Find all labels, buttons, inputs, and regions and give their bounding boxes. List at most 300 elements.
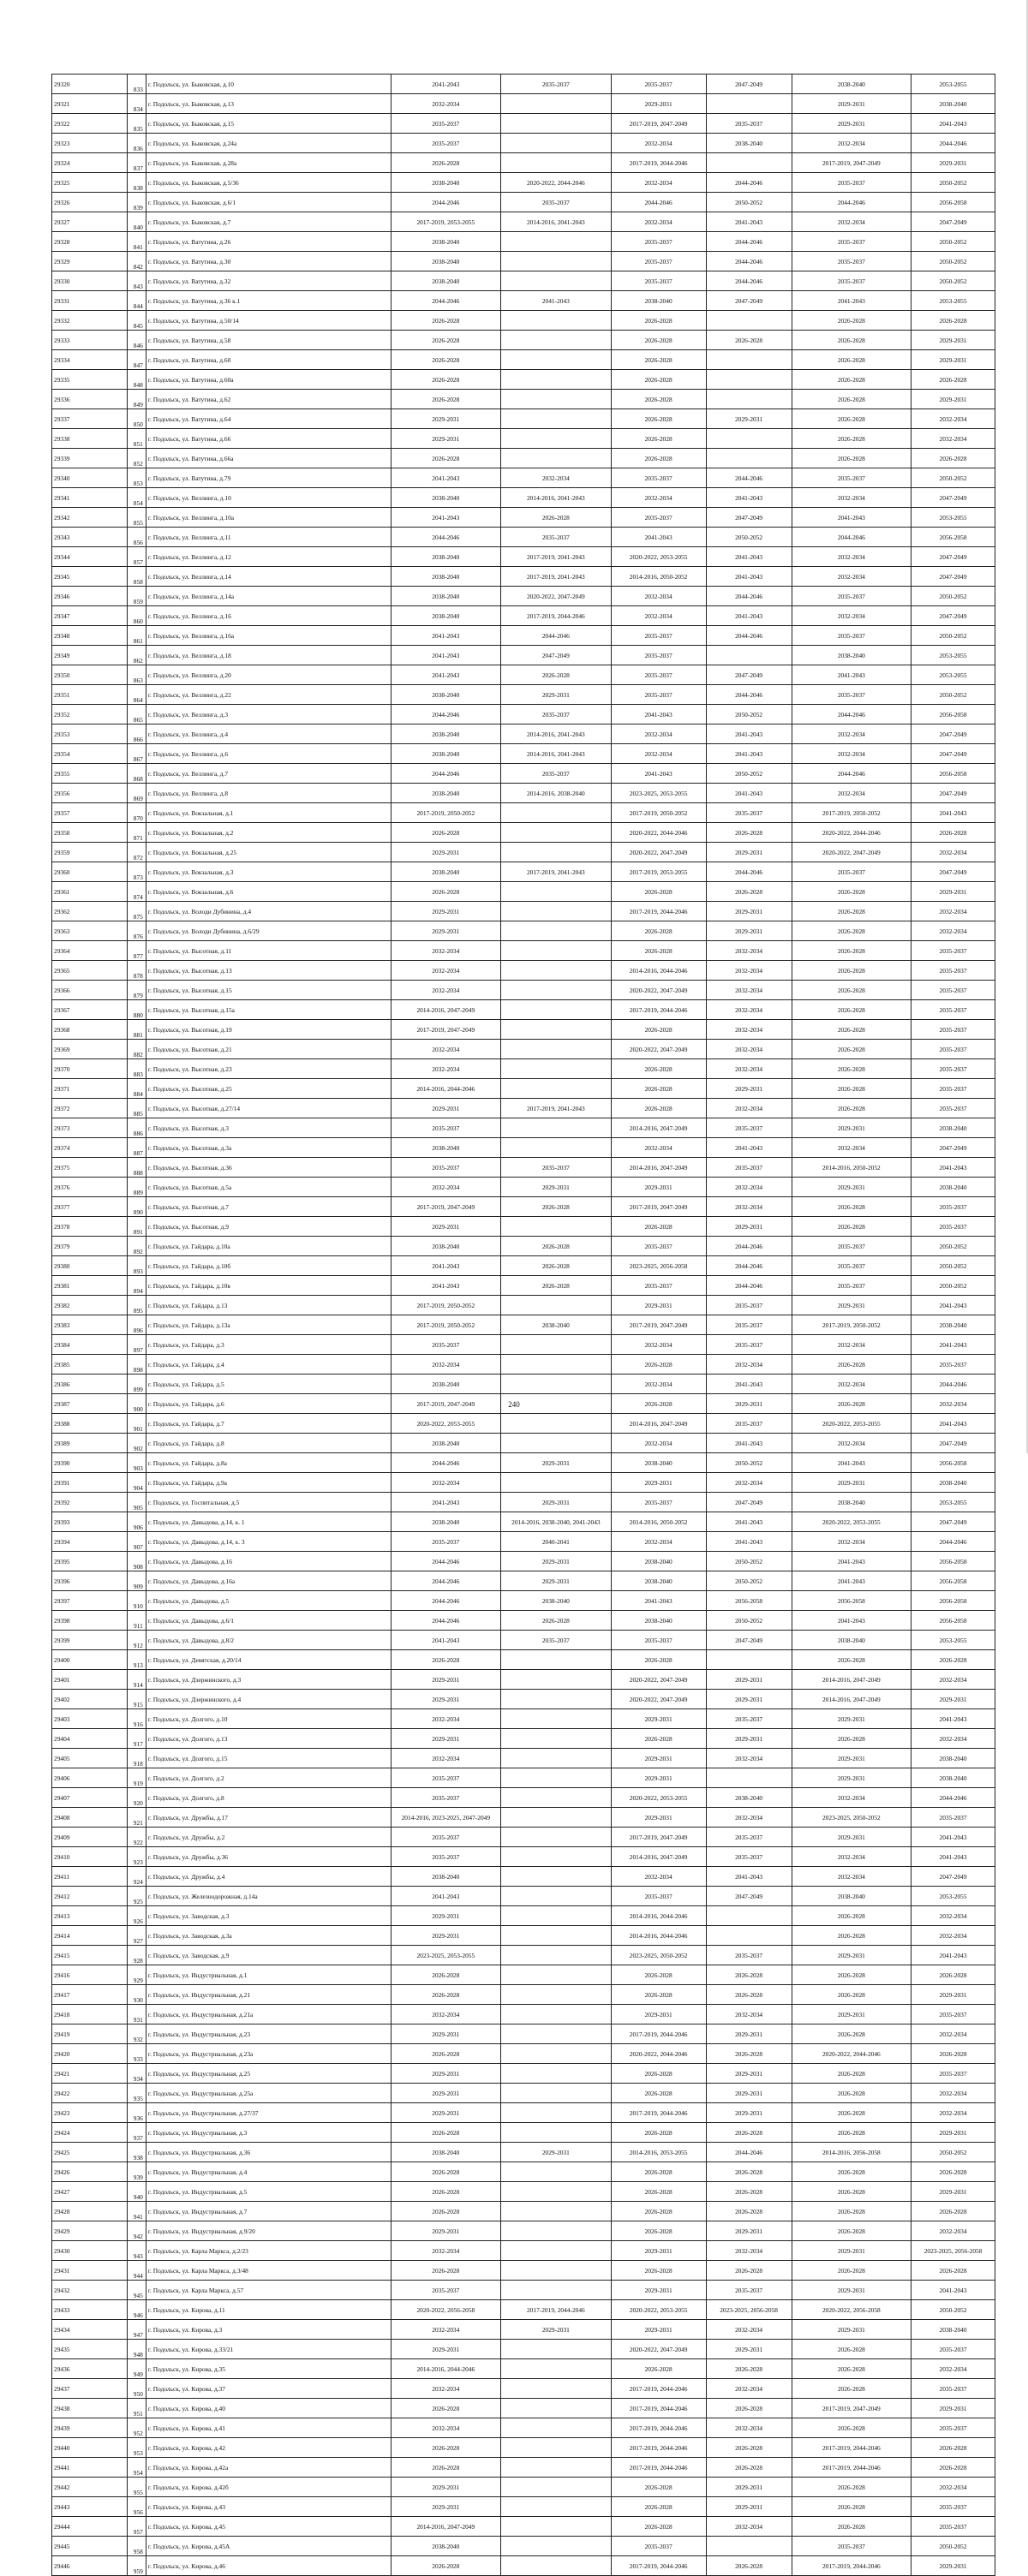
period-col-2-cell (501, 311, 612, 331)
period-col-4-cell: 2035-2037 (706, 1414, 792, 1434)
period-col-3-cell: 2035-2037 (611, 271, 706, 291)
period-col-2-cell (501, 2340, 612, 2359)
table-row (52, 2103, 995, 2123)
table-row (52, 1571, 995, 1591)
registry-number-cell: 29337 (52, 409, 128, 429)
period-col-6-cell: 2032-2034 (911, 2103, 995, 2123)
registry-number-cell: 29410 (52, 1847, 128, 1867)
period-col-1-cell: 2038-2040 (391, 2143, 501, 2162)
table-row (52, 2202, 995, 2221)
period-col-4-cell (706, 390, 792, 409)
period-col-2-cell: 2020-2022, 2047-2049 (501, 587, 612, 606)
period-col-3-cell: 2035-2037 (611, 665, 706, 685)
table-row (52, 173, 995, 193)
period-col-6-cell: 2050-2052 (911, 2143, 995, 2162)
period-col-1-cell: 2032-2034 (391, 2005, 501, 2024)
registry-number-cell: 29425 (52, 2143, 128, 2162)
period-col-2-cell (501, 2418, 612, 2438)
period-col-1-cell: 2044-2046 (391, 764, 501, 784)
table-row (52, 843, 995, 862)
registry-number-cell: 29414 (52, 1926, 128, 1946)
registry-number-cell: 29357 (52, 803, 128, 823)
table-row (52, 1493, 995, 1512)
period-col-3-cell: 2032-2034 (611, 1867, 706, 1887)
period-col-2-cell: 2035-2037 (501, 764, 612, 784)
registry-number-cell: 29401 (52, 1670, 128, 1690)
period-col-1-cell: 2029-2031 (391, 2478, 501, 2497)
table-row (52, 2359, 995, 2379)
registry-number-cell: 29402 (52, 1690, 128, 1709)
registry-number-cell: 29351 (52, 685, 128, 705)
registry-number-cell: 29393 (52, 1512, 128, 1532)
row-number-cell: 904 (127, 1473, 146, 1493)
period-col-1-cell: 2041-2043 (391, 1631, 501, 1650)
period-col-6-cell: 2035-2037 (911, 1079, 995, 1099)
period-col-5-cell: 2020-2022, 2053-2055 (792, 1512, 911, 1532)
registry-number-cell: 29339 (52, 449, 128, 468)
address-cell: г. Подольск, ул. Высотная, д.36 (146, 1158, 391, 1178)
period-col-4-cell: 2044-2046 (706, 626, 792, 646)
period-col-6-cell: 2050-2052 (911, 2537, 995, 2556)
address-cell: г. Подольск, ул. Кирова, д.41 (146, 2418, 391, 2438)
period-col-5-cell: 2026-2028 (792, 409, 911, 429)
address-cell: г. Подольск, ул. Быковская, д.5/36 (146, 173, 391, 193)
period-col-1-cell: 2026-2028 (391, 2162, 501, 2182)
address-cell: г. Подольск, ул. Ватутина, д.60а (146, 370, 391, 390)
period-col-1-cell: 2035-2037 (391, 1768, 501, 1788)
registry-number-cell: 29376 (52, 1178, 128, 1197)
table-row (52, 2005, 995, 2024)
period-col-3-cell: 2026-2028 (611, 1965, 706, 1985)
period-col-2-cell (501, 2261, 612, 2281)
row-number-cell: 959 (127, 2556, 146, 2576)
period-col-1-cell: 2032-2034 (391, 2241, 501, 2261)
registry-number-cell: 29358 (52, 823, 128, 843)
period-col-6-cell: 2035-2037 (911, 1020, 995, 1040)
address-cell: г. Подольск, ул. Вокзальная, д.3 (146, 862, 391, 882)
period-col-5-cell: 2029-2031 (792, 1473, 911, 1493)
row-number-cell: 950 (127, 2379, 146, 2399)
period-col-2-cell: 2041-2043 (501, 291, 612, 311)
registry-number-cell: 29326 (52, 193, 128, 212)
period-col-3-cell: 2020-2022, 2047-2049 (611, 1670, 706, 1690)
period-col-4-cell: 2029-2031 (706, 1079, 792, 1099)
table-row (52, 1867, 995, 1887)
period-col-3-cell: 2026-2028 (611, 2084, 706, 2103)
period-col-2-cell: 2014-2016, 2041-2043 (501, 488, 612, 508)
registry-number-cell: 29407 (52, 1788, 128, 1808)
period-col-3-cell: 2029-2031 (611, 1768, 706, 1788)
period-col-3-cell: 2041-2043 (611, 705, 706, 724)
registry-number-cell: 29441 (52, 2458, 128, 2478)
address-cell: г. Подольск, ул. Кирова, д.11 (146, 2300, 391, 2320)
period-col-3-cell: 2026-2028 (611, 311, 706, 331)
address-cell: г. Подольск, ул. Индустриальная, д.4 (146, 2162, 391, 2182)
period-col-1-cell: 2029-2031 (391, 2024, 501, 2044)
period-col-3-cell: 2029-2031 (611, 1808, 706, 1828)
period-col-1-cell: 2026-2028 (391, 823, 501, 843)
table-row (52, 2340, 995, 2359)
period-col-2-cell (501, 1374, 612, 1394)
period-col-2-cell (501, 2123, 612, 2143)
table-row (52, 331, 995, 350)
table-row (52, 2044, 995, 2064)
registry-number-cell: 29328 (52, 232, 128, 252)
registry-number-cell: 29445 (52, 2537, 128, 2556)
period-col-1-cell: 2029-2031 (391, 2340, 501, 2359)
address-cell: г. Подольск, ул. Давыдова, д.16а (146, 1571, 391, 1591)
period-col-4-cell: 2026-2028 (706, 2182, 792, 2202)
period-col-1-cell: 2038-2040 (391, 232, 501, 252)
period-col-2-cell (501, 1749, 612, 1768)
table-row (52, 961, 995, 981)
table-row (52, 114, 995, 134)
period-col-6-cell: 2035-2037 (911, 941, 995, 961)
period-col-2-cell (501, 2221, 612, 2241)
address-cell: г. Подольск, ул. Индустриальная, д.25 (146, 2064, 391, 2084)
address-cell: г. Подольск, ул. Давыдова, д.14, к. 3 (146, 1532, 391, 1552)
registry-number-cell: 29323 (52, 134, 128, 153)
period-col-6-cell: 2026-2028 (911, 449, 995, 468)
period-col-4-cell: 2047-2049 (706, 291, 792, 311)
period-col-6-cell: 2032-2034 (911, 1394, 995, 1414)
period-col-2-cell (501, 2064, 612, 2084)
period-col-3-cell: 2017-2019, 2044-2046 (611, 2379, 706, 2399)
row-number-cell: 891 (127, 1217, 146, 1237)
period-col-4-cell: 2047-2049 (706, 665, 792, 685)
period-col-2-cell (501, 2202, 612, 2221)
period-col-1-cell: 2035-2037 (391, 1788, 501, 1808)
registry-number-cell: 29391 (52, 1473, 128, 1493)
period-col-2-cell (501, 921, 612, 941)
period-col-2-cell (501, 1000, 612, 1020)
registry-number-cell: 29430 (52, 2241, 128, 2261)
period-col-5-cell: 2026-2028 (792, 2103, 911, 2123)
registry-number-cell: 29380 (52, 1256, 128, 1276)
period-col-1-cell: 2026-2028 (391, 153, 501, 173)
period-col-3-cell: 2020-2022, 2053-2055 (611, 1788, 706, 1808)
address-cell: г. Подольск, ул. Ватутина, д.26 (146, 232, 391, 252)
table-row (52, 2517, 995, 2537)
period-col-6-cell: 2032-2034 (911, 921, 995, 941)
row-number-cell: 895 (127, 1296, 146, 1315)
period-col-5-cell: 2026-2028 (792, 2123, 911, 2143)
period-col-1-cell: 2032-2034 (391, 1040, 501, 1059)
period-col-4-cell: 2044-2046 (706, 862, 792, 882)
row-number-cell: 935 (127, 2084, 146, 2103)
row-number-cell: 841 (127, 232, 146, 252)
period-col-5-cell: 2038-2040 (792, 646, 911, 665)
row-number-cell: 945 (127, 2281, 146, 2300)
period-col-6-cell: 2038-2040 (911, 1315, 995, 1335)
period-col-4-cell: 2041-2043 (706, 1138, 792, 1158)
period-col-1-cell: 2026-2028 (391, 2202, 501, 2221)
address-cell: г. Подольск, ул. Гайдара, д.5 (146, 1374, 391, 1394)
period-col-2-cell: 2032-2034 (501, 468, 612, 488)
registry-number-cell: 29347 (52, 606, 128, 626)
period-col-2-cell (501, 1079, 612, 1099)
address-cell: г. Подольск, ул. Индустриальная, д.36 (146, 2143, 391, 2162)
table-row (52, 2241, 995, 2261)
address-cell: г. Подольск, ул. Ватутина, д.66 (146, 429, 391, 449)
period-col-2-cell (501, 803, 612, 823)
period-col-4-cell: 2035-2037 (706, 1828, 792, 1847)
row-number-cell: 843 (127, 271, 146, 291)
row-number-cell: 834 (127, 94, 146, 114)
table-row (52, 1512, 995, 1532)
period-col-4-cell: 2026-2028 (706, 2044, 792, 2064)
table-row (52, 311, 995, 331)
period-col-4-cell: 2044-2046 (706, 173, 792, 193)
period-col-4-cell: 2044-2046 (706, 1237, 792, 1256)
table-row (52, 2379, 995, 2399)
period-col-2-cell: 2047-2049 (501, 646, 612, 665)
period-col-3-cell: 2035-2037 (611, 232, 706, 252)
period-col-2-cell: 2035-2037 (501, 1158, 612, 1178)
table-row (52, 2418, 995, 2438)
document-page (51, 74, 995, 2576)
period-col-1-cell: 2041-2043 (391, 508, 501, 528)
period-col-1-cell: 2029-2031 (391, 921, 501, 941)
period-col-1-cell: 2029-2031 (391, 2084, 501, 2103)
period-col-6-cell: 2047-2049 (911, 1867, 995, 1887)
row-number-cell: 937 (127, 2123, 146, 2143)
address-cell: г. Подольск, ул. Веллинга, д.6 (146, 744, 391, 764)
period-col-1-cell: 2044-2046 (391, 528, 501, 547)
period-col-2-cell (501, 1118, 612, 1138)
registry-number-cell: 29373 (52, 1118, 128, 1138)
table-row (52, 1906, 995, 1926)
row-number-cell: 917 (127, 1729, 146, 1749)
registry-number-cell: 29368 (52, 1020, 128, 1040)
table-row (52, 134, 995, 153)
period-col-5-cell: 2032-2034 (792, 606, 911, 626)
table-row (52, 1059, 995, 1079)
row-number-cell: 910 (127, 1591, 146, 1611)
table-row (52, 1296, 995, 1315)
row-number-cell: 894 (127, 1276, 146, 1296)
period-col-4-cell: 2029-2031 (706, 2084, 792, 2103)
row-number-cell: 848 (127, 370, 146, 390)
table-row (52, 1828, 995, 1847)
period-col-2-cell (501, 2241, 612, 2261)
period-col-4-cell: 2035-2037 (706, 1946, 792, 1965)
period-col-6-cell: 2032-2034 (911, 1926, 995, 1946)
period-col-1-cell: 2029-2031 (391, 1217, 501, 1237)
period-col-1-cell: 2032-2034 (391, 1473, 501, 1493)
registry-number-cell: 29438 (52, 2399, 128, 2418)
period-col-3-cell: 2032-2034 (611, 1335, 706, 1355)
registry-number-cell: 29405 (52, 1749, 128, 1768)
period-col-4-cell: 2032-2034 (706, 981, 792, 1000)
period-col-1-cell: 2032-2034 (391, 981, 501, 1000)
period-col-2-cell (501, 1828, 612, 1847)
period-col-1-cell: 2038-2040 (391, 784, 501, 803)
period-col-6-cell: 2041-2043 (911, 1414, 995, 1434)
period-col-4-cell: 2035-2037 (706, 1118, 792, 1138)
period-col-2-cell (501, 1906, 612, 1926)
table-row (52, 2221, 995, 2241)
period-col-3-cell: 2026-2028 (611, 331, 706, 350)
period-col-5-cell: 2032-2034 (792, 488, 911, 508)
period-col-1-cell: 2029-2031 (391, 409, 501, 429)
period-col-2-cell (501, 1670, 612, 1690)
row-number-cell: 901 (127, 1414, 146, 1434)
table-row (52, 1414, 995, 1434)
address-cell: г. Подольск, ул. Вокзальная, д.6 (146, 882, 391, 902)
period-col-2-cell: 2026-2028 (501, 508, 612, 528)
period-col-2-cell (501, 961, 612, 981)
period-col-6-cell: 2050-2052 (911, 1276, 995, 1296)
period-col-1-cell: 2032-2034 (391, 2418, 501, 2438)
period-col-4-cell: 2041-2043 (706, 744, 792, 764)
period-col-4-cell: 2032-2034 (706, 2418, 792, 2438)
address-cell: г. Подольск, ул. Карла Маркса, д.57 (146, 2281, 391, 2300)
table-row (52, 1276, 995, 1296)
period-col-3-cell: 2032-2034 (611, 1138, 706, 1158)
period-col-2-cell: 2026-2028 (501, 1611, 612, 1631)
period-col-2-cell (501, 1808, 612, 1828)
table-row (52, 2024, 995, 2044)
address-cell: г. Подольск, ул. Дружбы, д.2 (146, 1828, 391, 1847)
period-col-3-cell: 2026-2028 (611, 2123, 706, 2143)
period-col-5-cell: 2035-2037 (792, 252, 911, 271)
period-col-2-cell (501, 1217, 612, 1237)
period-col-1-cell: 2032-2034 (391, 2379, 501, 2399)
table-row (52, 468, 995, 488)
period-col-4-cell: 2032-2034 (706, 1355, 792, 1374)
table-row (52, 1040, 995, 1059)
period-col-3-cell: 2029-2031 (611, 1296, 706, 1315)
table-row (52, 1709, 995, 1729)
period-col-2-cell (501, 1434, 612, 1453)
row-number-cell: 839 (127, 193, 146, 212)
period-col-2-cell (501, 1690, 612, 1709)
period-col-6-cell: 2026-2028 (911, 2044, 995, 2064)
period-col-4-cell: 2026-2028 (706, 1985, 792, 2005)
period-col-3-cell: 2041-2043 (611, 528, 706, 547)
row-number-cell: 870 (127, 803, 146, 823)
period-col-6-cell: 2041-2043 (911, 1158, 995, 1178)
period-col-5-cell: 2035-2037 (792, 468, 911, 488)
period-col-5-cell: 2035-2037 (792, 862, 911, 882)
period-col-6-cell: 2035-2037 (911, 1808, 995, 1828)
period-col-1-cell: 2032-2034 (391, 941, 501, 961)
period-col-6-cell: 2035-2037 (911, 961, 995, 981)
address-cell: г. Подольск, ул. Быковская, д.6/1 (146, 193, 391, 212)
period-col-3-cell: 2014-2016, 2047-2049 (611, 1118, 706, 1138)
table-row (52, 705, 995, 724)
period-col-2-cell (501, 1355, 612, 1374)
period-col-2-cell (501, 2281, 612, 2300)
table-row (52, 1670, 995, 1690)
period-col-6-cell: 2050-2052 (911, 468, 995, 488)
address-cell: г. Подольск, ул. Гайдара, д.6 (146, 1394, 391, 1414)
period-col-4-cell (706, 449, 792, 468)
table-row (52, 2162, 995, 2182)
address-cell: г. Подольск, ул. Ватутина, д.30 (146, 252, 391, 271)
period-col-5-cell: 2032-2034 (792, 1138, 911, 1158)
period-col-6-cell: 2026-2028 (911, 311, 995, 331)
period-col-6-cell: 2041-2043 (911, 1709, 995, 1729)
period-col-4-cell: 2029-2031 (706, 1217, 792, 1237)
period-col-4-cell: 2035-2037 (706, 1315, 792, 1335)
period-col-3-cell: 2014-2016, 2044-2046 (611, 1926, 706, 1946)
period-col-4-cell: 2044-2046 (706, 252, 792, 271)
period-col-6-cell: 2029-2031 (911, 882, 995, 902)
period-col-3-cell: 2026-2028 (611, 1059, 706, 1079)
period-col-5-cell: 2026-2028 (792, 2182, 911, 2202)
period-col-6-cell: 2053-2055 (911, 75, 995, 94)
period-col-5-cell: 2026-2028 (792, 350, 911, 370)
period-col-3-cell: 2029-2031 (611, 2320, 706, 2340)
period-col-2-cell (501, 2044, 612, 2064)
registry-number-cell: 29386 (52, 1374, 128, 1394)
period-col-6-cell: 2056-2058 (911, 1611, 995, 1631)
period-col-6-cell: 2026-2028 (911, 823, 995, 843)
address-cell: г. Подольск, ул. Высотная, д.21 (146, 1040, 391, 1059)
period-col-5-cell: 2035-2037 (792, 1256, 911, 1276)
period-col-1-cell: 2026-2028 (391, 2399, 501, 2418)
table-row (52, 823, 995, 843)
address-cell: г. Подольск, ул. Веллинга, д.16а (146, 626, 391, 646)
period-col-1-cell: 2044-2046 (391, 193, 501, 212)
period-col-3-cell: 2026-2028 (611, 2261, 706, 2281)
period-col-5-cell: 2041-2043 (792, 291, 911, 311)
period-col-4-cell: 2041-2043 (706, 212, 792, 232)
row-number-cell: 879 (127, 981, 146, 1000)
period-col-3-cell: 2026-2028 (611, 1985, 706, 2005)
period-col-4-cell: 2032-2034 (706, 1473, 792, 1493)
period-col-4-cell: 2035-2037 (706, 114, 792, 134)
registry-number-cell: 29416 (52, 1965, 128, 1985)
period-col-2-cell (501, 2399, 612, 2418)
period-col-3-cell: 2035-2037 (611, 1493, 706, 1512)
period-col-5-cell: 2035-2037 (792, 685, 911, 705)
period-col-2-cell (501, 1138, 612, 1158)
table-row (52, 1591, 995, 1611)
period-col-3-cell: 2017-2019, 2044-2046 (611, 2418, 706, 2438)
table-row (52, 94, 995, 114)
period-col-5-cell: 2029-2031 (792, 2281, 911, 2300)
address-cell: г. Подольск, ул. Индустриальная, д.21 (146, 1985, 391, 2005)
period-col-5-cell: 2032-2034 (792, 724, 911, 744)
period-col-4-cell: 2038-2040 (706, 1788, 792, 1808)
period-col-3-cell: 2017-2019, 2044-2046 (611, 2024, 706, 2044)
table-row (52, 1138, 995, 1158)
period-col-1-cell: 2044-2046 (391, 1453, 501, 1473)
period-col-1-cell: 2029-2031 (391, 1670, 501, 1690)
period-col-6-cell: 2029-2031 (911, 331, 995, 350)
period-col-5-cell: 2020-2022, 2047-2049 (792, 843, 911, 862)
period-col-5-cell: 2026-2028 (792, 2221, 911, 2241)
period-col-3-cell: 2020-2022, 2044-2046 (611, 823, 706, 843)
address-cell: г. Подольск, ул. Высотная, д.9 (146, 1217, 391, 1237)
period-col-3-cell: 2017-2019, 2050-2052 (611, 803, 706, 823)
period-col-2-cell (501, 2024, 612, 2044)
period-col-1-cell: 2029-2031 (391, 2103, 501, 2123)
period-col-2-cell (501, 2497, 612, 2517)
period-col-5-cell: 2032-2034 (792, 212, 911, 232)
period-col-4-cell: 2044-2046 (706, 2143, 792, 2162)
row-number-cell: 890 (127, 1197, 146, 1217)
table-row (52, 2182, 995, 2202)
period-col-1-cell: 2026-2028 (391, 2123, 501, 2143)
address-cell: г. Подольск, ул. Давыдова, д.5 (146, 1591, 391, 1611)
period-col-2-cell (501, 2478, 612, 2497)
period-col-5-cell: 2026-2028 (792, 2261, 911, 2281)
period-col-3-cell: 2023-2025, 2056-2058 (611, 1256, 706, 1276)
